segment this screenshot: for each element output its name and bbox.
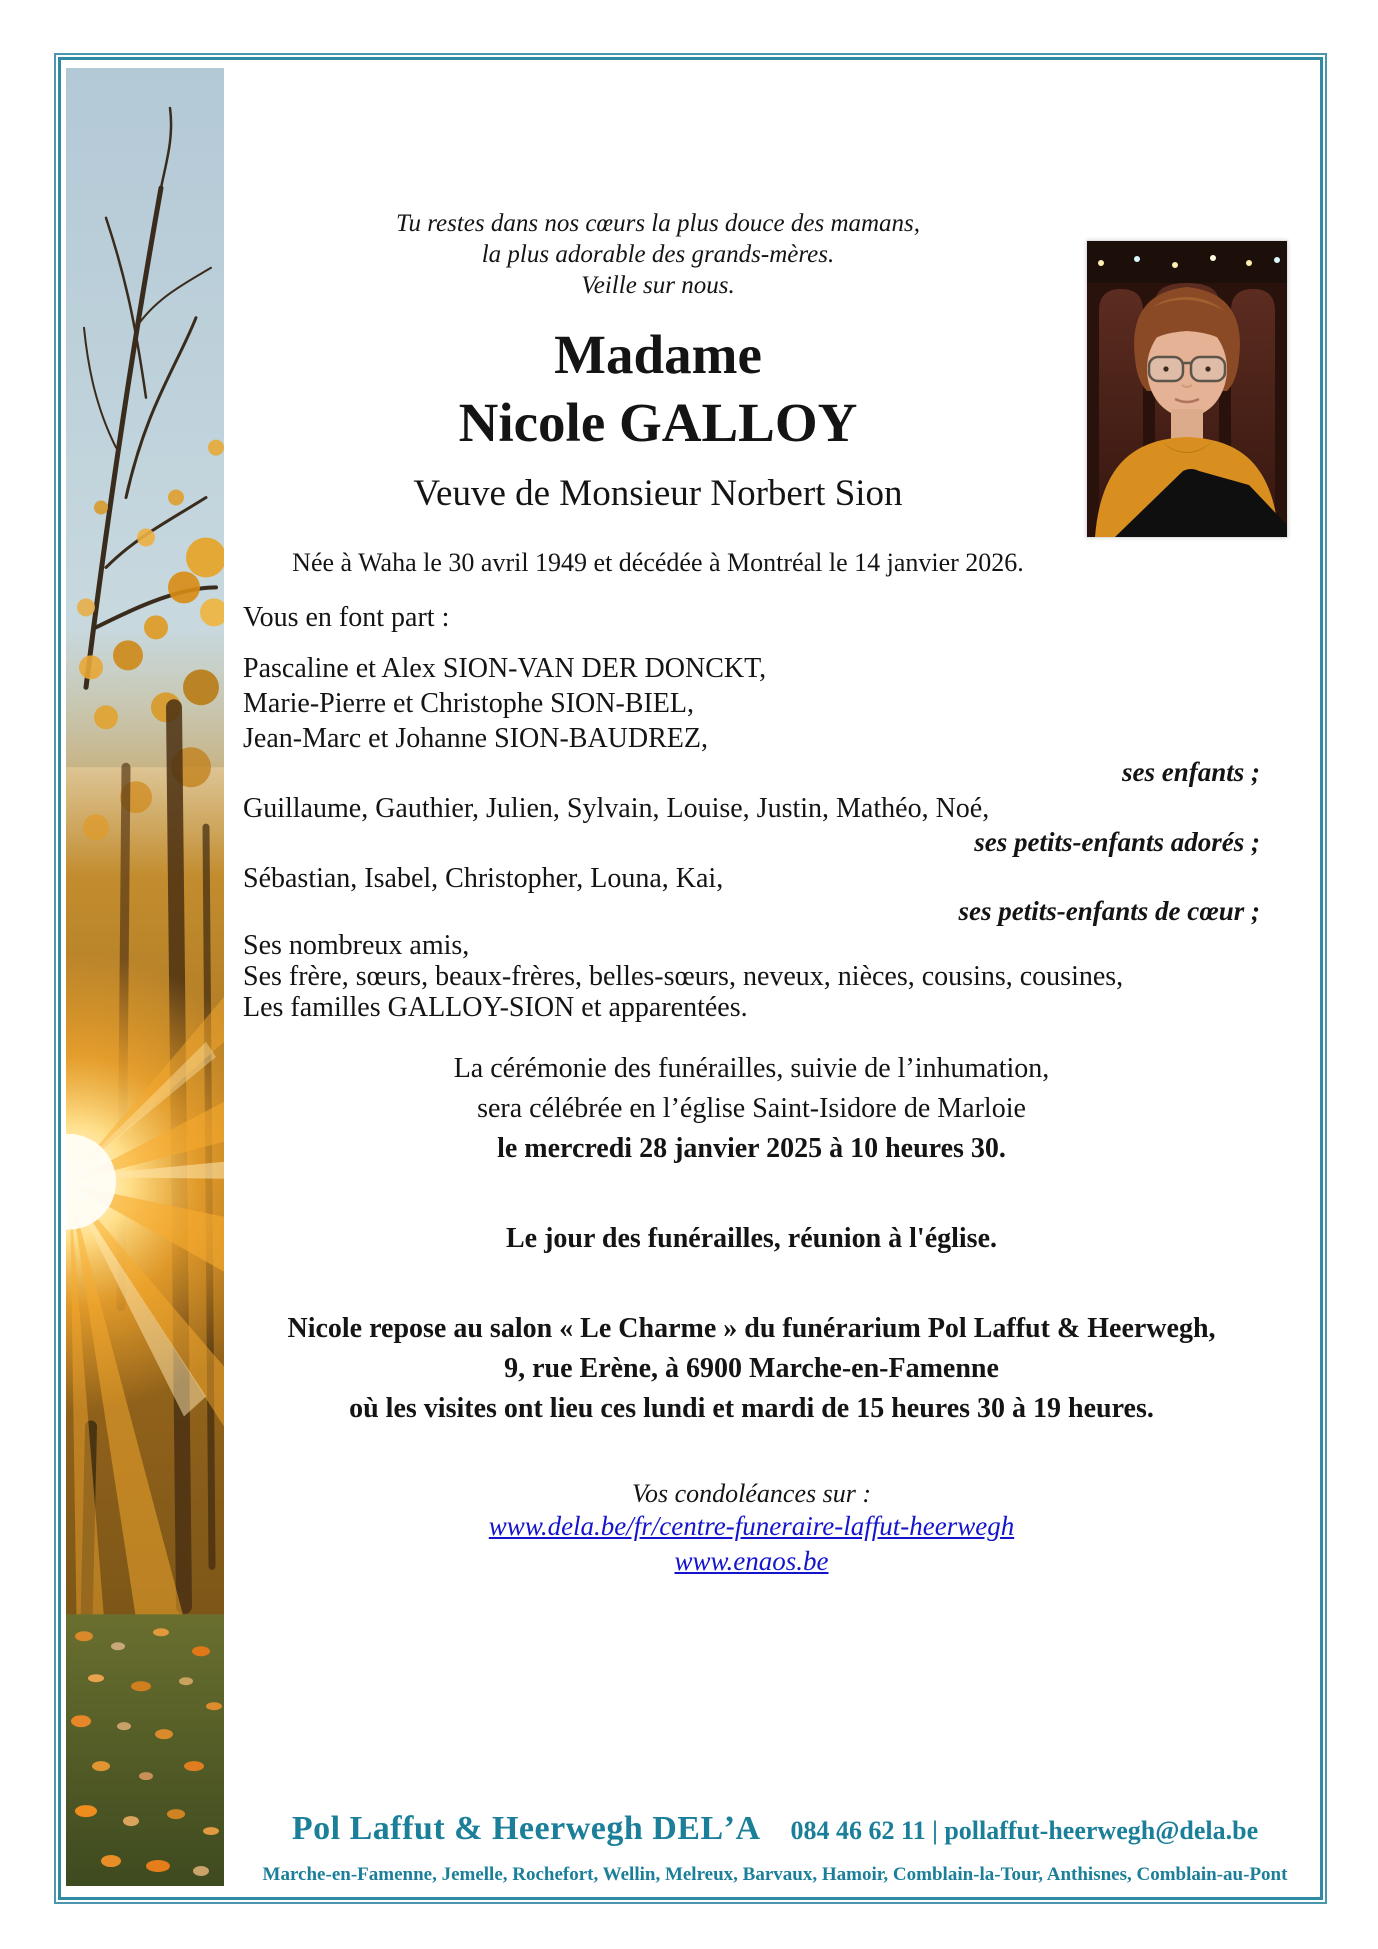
portrait-art (1087, 241, 1287, 537)
families-line: Les familles GALLOY-SION et apparentées. (243, 992, 748, 1023)
repose-line: Nicole repose au salon « Le Charme » du funérarium Pol Laffut & Heerwegh, (287, 1313, 1216, 1344)
footer-locations: Marche-en-Famenne, Jemelle, Rochefort, Wellin, Melreux, Barvaux, Hamoir, Comblain-la-Tour, Anthisnes, Comblain-au-Pont (262, 1864, 1288, 1885)
friends-line: Ses nombreux amis, (243, 930, 470, 961)
autumn-photo-art (66, 68, 224, 1886)
family-label-grandchildren: ses petits-enfants adorés ; (974, 827, 1260, 857)
announcement-line: Vous en font part : (243, 602, 450, 633)
widow-subtitle: Veuve de Monsieur Norbert Sion (413, 473, 903, 514)
deceased-name: Nicole GALLOY (458, 392, 858, 453)
address-line: 9, rue Erène, à 6900 Marche-en-Famenne (504, 1353, 999, 1384)
child-line-1: Pascaline et Alex SION-VAN DER DONCKT, (243, 653, 767, 684)
quote-line-1: Tu restes dans nos cœurs la plus douce des mamans, (395, 210, 921, 237)
condolences-link-enaos[interactable]: www.enaos.be (674, 1546, 829, 1576)
ceremony-line-2: sera célébrée en l’église Saint-Isidore de Marloie (477, 1093, 1026, 1124)
footer-brand-row (230, 1810, 1320, 1848)
condolences-link-dela[interactable]: www.dela.be/fr/centre-funeraire-laffut-heerwegh (488, 1511, 1015, 1541)
relatives-line: Ses frère, sœurs, beaux-frères, belles-sœurs, neveux, nièces, cousins, cousines, (243, 961, 1124, 992)
condolences-label: Vos condoléances sur : (631, 1479, 871, 1508)
ceremony-line-1: La cérémonie des funérailles, suivie de l’inhumation, (453, 1053, 1050, 1084)
child-line-3: Jean-Marc et Johanne SION-BAUDREZ, (243, 723, 708, 754)
memorial-quote (243, 208, 1073, 301)
grandchildren-line: Guillaume, Gauthier, Julien, Sylvain, Louise, Justin, Mathéo, Noé, (243, 793, 990, 824)
ceremony-line-3: le mercredi 28 janvier 2025 à 10 heures 30. (497, 1133, 1006, 1164)
portrait-photo (1086, 240, 1288, 538)
footer-brand: Pol Laffut & Heerwegh DELʼA (291, 1810, 761, 1847)
quote-line-2: la plus adorable des grands-mères. (481, 241, 835, 268)
visits-line: où les visites ont lieu ces lundi et mardi de 15 heures 30 à 19 heures. (349, 1393, 1154, 1424)
child-line-2: Marie-Pierre et Christophe SION-BIEL, (243, 688, 694, 719)
family-label-children: ses enfants ; (1121, 757, 1260, 787)
heart-grandchildren-line: Sébastian, Isabel, Christopher, Louna, Kai, (243, 863, 724, 894)
birth-death-line: Née à Waha le 30 avril 1949 et décédée à Montréal le 14 janvier 2026. (292, 548, 1024, 577)
civility-title: Madame (554, 324, 762, 385)
quote-line-3: Veille sur nous. (581, 272, 735, 299)
family-label-heart-grandchildren: ses petits-enfants de cœur ; (958, 896, 1260, 926)
autumn-photo-strip (66, 68, 224, 1886)
meeting-line: Le jour des funérailles, réunion à l'église. (505, 1223, 998, 1254)
footer-contact: 084 46 62 11 | pollaffut-heerwegh@dela.be (790, 1816, 1259, 1845)
